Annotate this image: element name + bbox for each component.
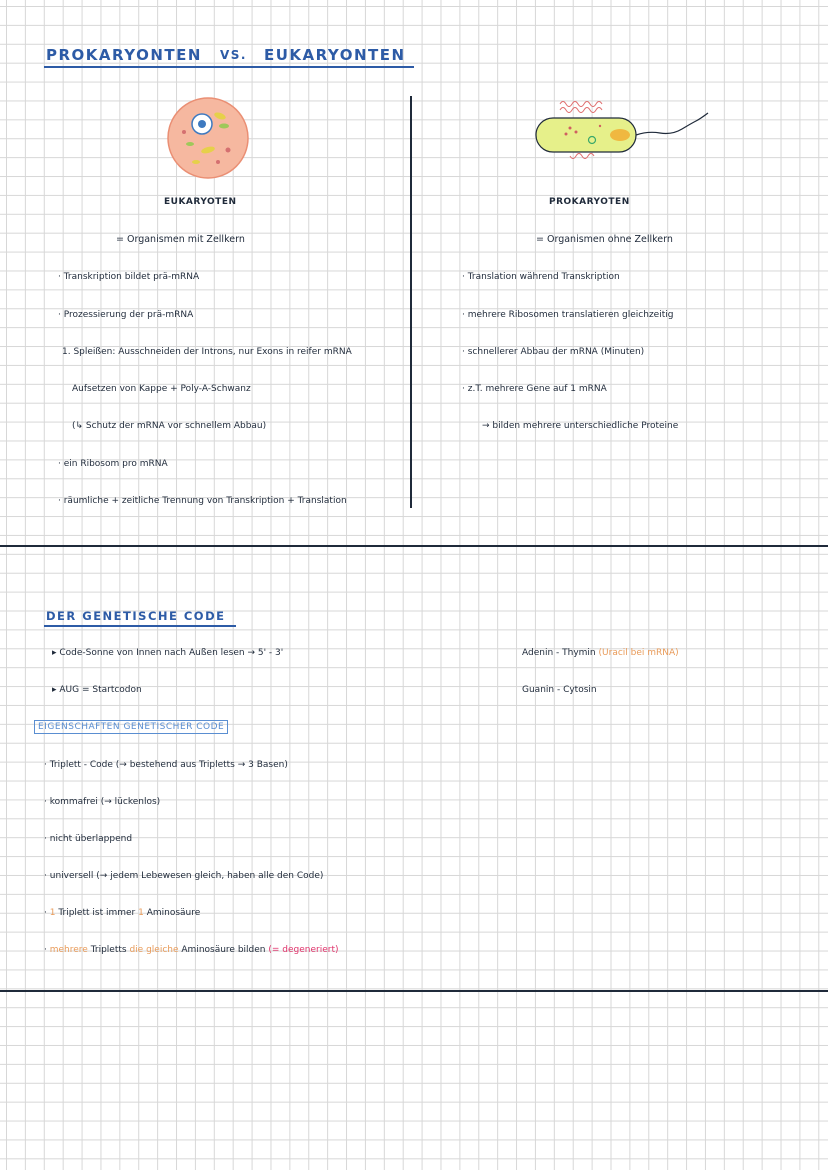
code-line-startcodon: ▸ AUG = Startcodon [52,685,142,695]
eukaryoten-point: · räumliche + zeitliche Trennung von Transkription + Translation [58,496,347,506]
prokaryoten-point: · schnellerer Abbau der mRNA (Minuten) [462,347,645,357]
genetic-code-title: DER GENETISCHE CODE [46,609,226,623]
uracil-note: (Uracil bei mRNA) [598,648,679,658]
eukaryoten-caption: EUKARYOTEN [164,197,237,207]
property-item: · kommafrei (→ lückenlos) [44,797,161,807]
prokaryoten-caption: PROKARYOTEN [549,197,630,207]
property-item: · nicht überlappend [44,834,133,844]
title-eukaryonten: EUKARYONTEN [264,46,406,64]
title-vs: VS. [220,48,247,62]
prokaryoten-point: · z.T. mehrere Gene auf 1 mRNA [462,384,607,394]
section-divider [0,990,828,992]
eukaryoten-point: · ein Ribosom pro mRNA [58,459,168,469]
bacterium-drawing [530,98,730,168]
eukaryoten-point: · Transkription bildet prä-mRNA [58,272,200,282]
eukaryoten-point: · Prozessierung der prä-mRNA [58,310,194,320]
property-item: · 1 Triplett ist immer 1 Aminosäure [44,908,201,918]
properties-heading-box: EIGENSCHAFTEN GENETISCHER CODE [34,720,228,734]
prokaryoten-point: · mehrere Ribosomen translatieren gleichzeitig [462,310,674,320]
column-divider [410,96,412,508]
section-divider [0,545,828,547]
title-underline [44,66,414,68]
title-prokaryonten: PROKARYONTEN [46,46,202,64]
property-item: · universell (→ jedem Lebewesen gleich, haben alle den Code) [44,871,324,881]
eukaryoten-point: 1. Spleißen: Ausschneiden der Introns, nur Exons in reifer mRNA [62,347,352,357]
eukaryoten-definition: = Organismen mit Zellkern [116,234,245,245]
eukaryoten-point: Aufsetzen von Kappe + Poly-A-Schwanz [72,384,251,394]
prokaryoten-point: → bilden mehrere unterschiedliche Proteine [482,421,679,431]
prokaryoten-point: · Translation während Transkription [462,272,620,282]
genetic-code-underline [44,625,236,627]
property-item: · Triplett - Code (→ bestehend aus Tripletts → 3 Basen) [44,760,288,770]
eukaryoten-point: (↳ Schutz der mRNA vor schnellem Abbau) [72,421,267,431]
code-line-sonne: ▸ Code-Sonne von Innen nach Außen lesen → 5' - 3' [52,648,284,658]
property-item-degenerate: · mehrere Tripletts die gleiche Aminosäure bilden (= degeneriert) [44,945,339,955]
base-pair-at: Adenin - Thymin (Uracil bei mRNA) [522,648,679,658]
eukaryotic-cell-drawing [162,92,254,184]
prokaryoten-definition: = Organismen ohne Zellkern [536,234,673,245]
base-pair-gc: Guanin - Cytosin [522,685,597,695]
